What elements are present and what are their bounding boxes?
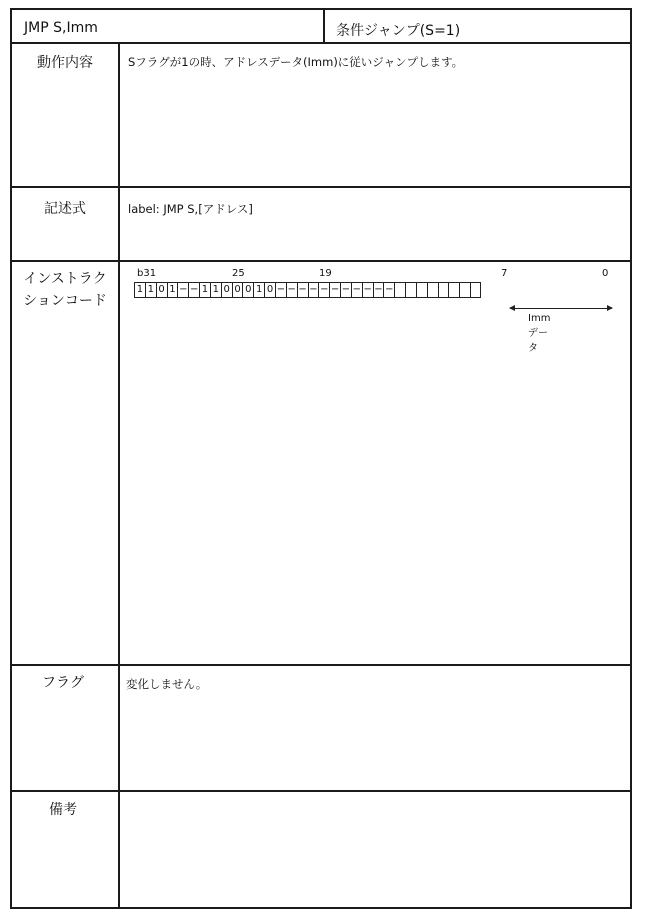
bit-cell: 0	[264, 282, 275, 298]
divider	[12, 42, 630, 44]
bit-cell	[470, 282, 481, 298]
bit-cell: −	[188, 282, 199, 298]
bit-position-25: 25	[232, 268, 245, 279]
bit-cell: 1	[145, 282, 156, 298]
bit-cell	[448, 282, 459, 298]
bit-row	[134, 282, 481, 298]
mnemonic-title: JMP S,Imm	[24, 20, 98, 36]
imm-data-label: Immデータ	[528, 313, 551, 354]
instruction-code-label	[12, 268, 118, 312]
instruction-code-label-line1: インストラク	[23, 271, 107, 287]
instruction-sheet	[10, 8, 632, 909]
divider	[323, 10, 325, 42]
bit-cell: 1	[167, 282, 178, 298]
bit-position-19: 19	[319, 268, 332, 279]
bit-cell: −	[286, 282, 297, 298]
bit-position-0: 0	[602, 268, 609, 279]
bit-cell: −	[373, 282, 384, 298]
bit-cell: −	[362, 282, 373, 298]
syntax-text: label: JMP S,[アドレス]	[128, 202, 253, 216]
bit-cell: 1	[210, 282, 221, 298]
divider	[12, 186, 630, 188]
bit-cell: 0	[156, 282, 167, 298]
bit-cell: 1	[134, 282, 145, 298]
divider	[12, 664, 630, 666]
bit-cell: −	[340, 282, 351, 298]
bit-cell: 0	[232, 282, 243, 298]
bit-cell: −	[297, 282, 308, 298]
divider	[12, 790, 630, 792]
bit-cell: −	[308, 282, 319, 298]
syntax-label: 記述式	[44, 201, 86, 217]
bit-cell	[438, 282, 449, 298]
bit-position-31: b31	[137, 268, 157, 279]
bit-cell	[394, 282, 405, 298]
flags-text: 変化しません。	[126, 677, 208, 691]
bit-cell	[416, 282, 427, 298]
instruction-description: 条件ジャンプ(S=1)	[336, 23, 461, 39]
bit-cell	[427, 282, 438, 298]
bit-cell: −	[318, 282, 329, 298]
bit-cell: −	[275, 282, 286, 298]
bit-cell: 0	[221, 282, 232, 298]
bit-cell: 0	[242, 282, 253, 298]
imm-range-arrow	[510, 308, 612, 309]
bit-cell: 1	[199, 282, 210, 298]
divider	[118, 42, 120, 907]
operation-label: 動作内容	[37, 55, 93, 71]
bit-cell	[459, 282, 470, 298]
bit-position-7: 7	[501, 268, 508, 279]
bit-cell: −	[329, 282, 340, 298]
operation-text: Sフラグが1の時、アドレスデータ(Imm)に従いジャンプします。	[128, 55, 464, 69]
instruction-code-label-line2: ションコード	[23, 293, 107, 309]
bit-cell: 1	[253, 282, 264, 298]
bit-cell: −	[351, 282, 362, 298]
divider	[12, 260, 630, 262]
flags-label: フラグ	[42, 675, 84, 691]
bit-cell: −	[383, 282, 394, 298]
remarks-label: 備考	[49, 802, 77, 818]
bit-cell	[405, 282, 416, 298]
bit-cell: −	[177, 282, 188, 298]
